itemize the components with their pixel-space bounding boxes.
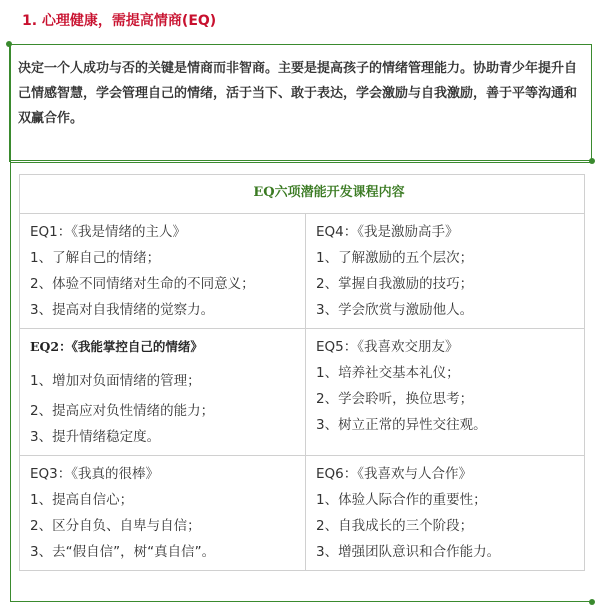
course-item: 3、提高对自我情绪的觉察力。	[30, 302, 215, 318]
course-cell-eq3	[20, 456, 306, 571]
course-cell-eq4	[306, 214, 585, 329]
course-item: 1、了解自己的情绪；	[30, 250, 161, 266]
course-cell-eq2	[20, 329, 306, 456]
course-item: 3、学会欣赏与激励他人。	[316, 302, 474, 318]
course-title: EQ6：《我喜欢与人合作》	[316, 466, 472, 482]
course-item: 1、体验人际合作的重要性；	[316, 492, 487, 508]
course-item: 2、自我成长的三个阶段；	[316, 518, 474, 534]
course-title: EQ2：《我能掌控自己的情绪》	[30, 339, 203, 354]
course-cell-eq1	[20, 214, 306, 329]
course-item: 2、体验不同情绪对生命的不同意义；	[30, 276, 255, 292]
table-header: EQ六项潜能开发课程内容	[20, 175, 585, 214]
course-title: EQ1：《我是情绪的主人》	[30, 224, 186, 240]
course-item: 2、学会聆听，换位思考；	[316, 391, 474, 407]
course-cell-eq5	[306, 329, 585, 456]
course-item: 1、培养社交基本礼仪；	[316, 365, 460, 381]
course-item: 3、树立正常的异性交往观。	[316, 417, 487, 433]
section-heading: 1. 心理健康，需提高情商(EQ)	[22, 13, 217, 29]
course-item: 3、提升情绪稳定度。	[30, 429, 161, 445]
course-item: 1、了解激励的五个层次；	[316, 250, 474, 266]
course-item: 2、区分自负、自卑与自信；	[30, 518, 201, 534]
intro-paragraph: 决定一个人成功与否的关键是情商而非智商。主要是提高孩子的情绪管理能力。协助青少年提升自己情感智慧，学会管理自己的情绪，活于当下、敢于表达，学会激励与自我激励，善于平等沟通和双赢合作。	[18, 61, 578, 126]
course-item: 1、提高自信心；	[30, 492, 134, 508]
course-title: EQ5：《我喜欢交朋友》	[316, 339, 459, 355]
course-item: 3、去“假自信”，树“真自信”。	[30, 544, 216, 560]
course-item: 1、增加对负面情绪的管理；	[30, 373, 201, 389]
bullet-dot	[589, 599, 595, 605]
course-item: 2、提高应对负性情绪的能力；	[30, 403, 215, 419]
course-title: EQ4：《我是激励高手》	[316, 224, 459, 240]
course-item: 2、掌握自我激励的技巧；	[316, 276, 474, 292]
course-table	[19, 174, 585, 571]
course-item: 3、增强团队意识和合作能力。	[316, 544, 501, 560]
course-cell-eq6	[306, 456, 585, 571]
course-title: EQ3：《我真的很棒》	[30, 466, 159, 482]
